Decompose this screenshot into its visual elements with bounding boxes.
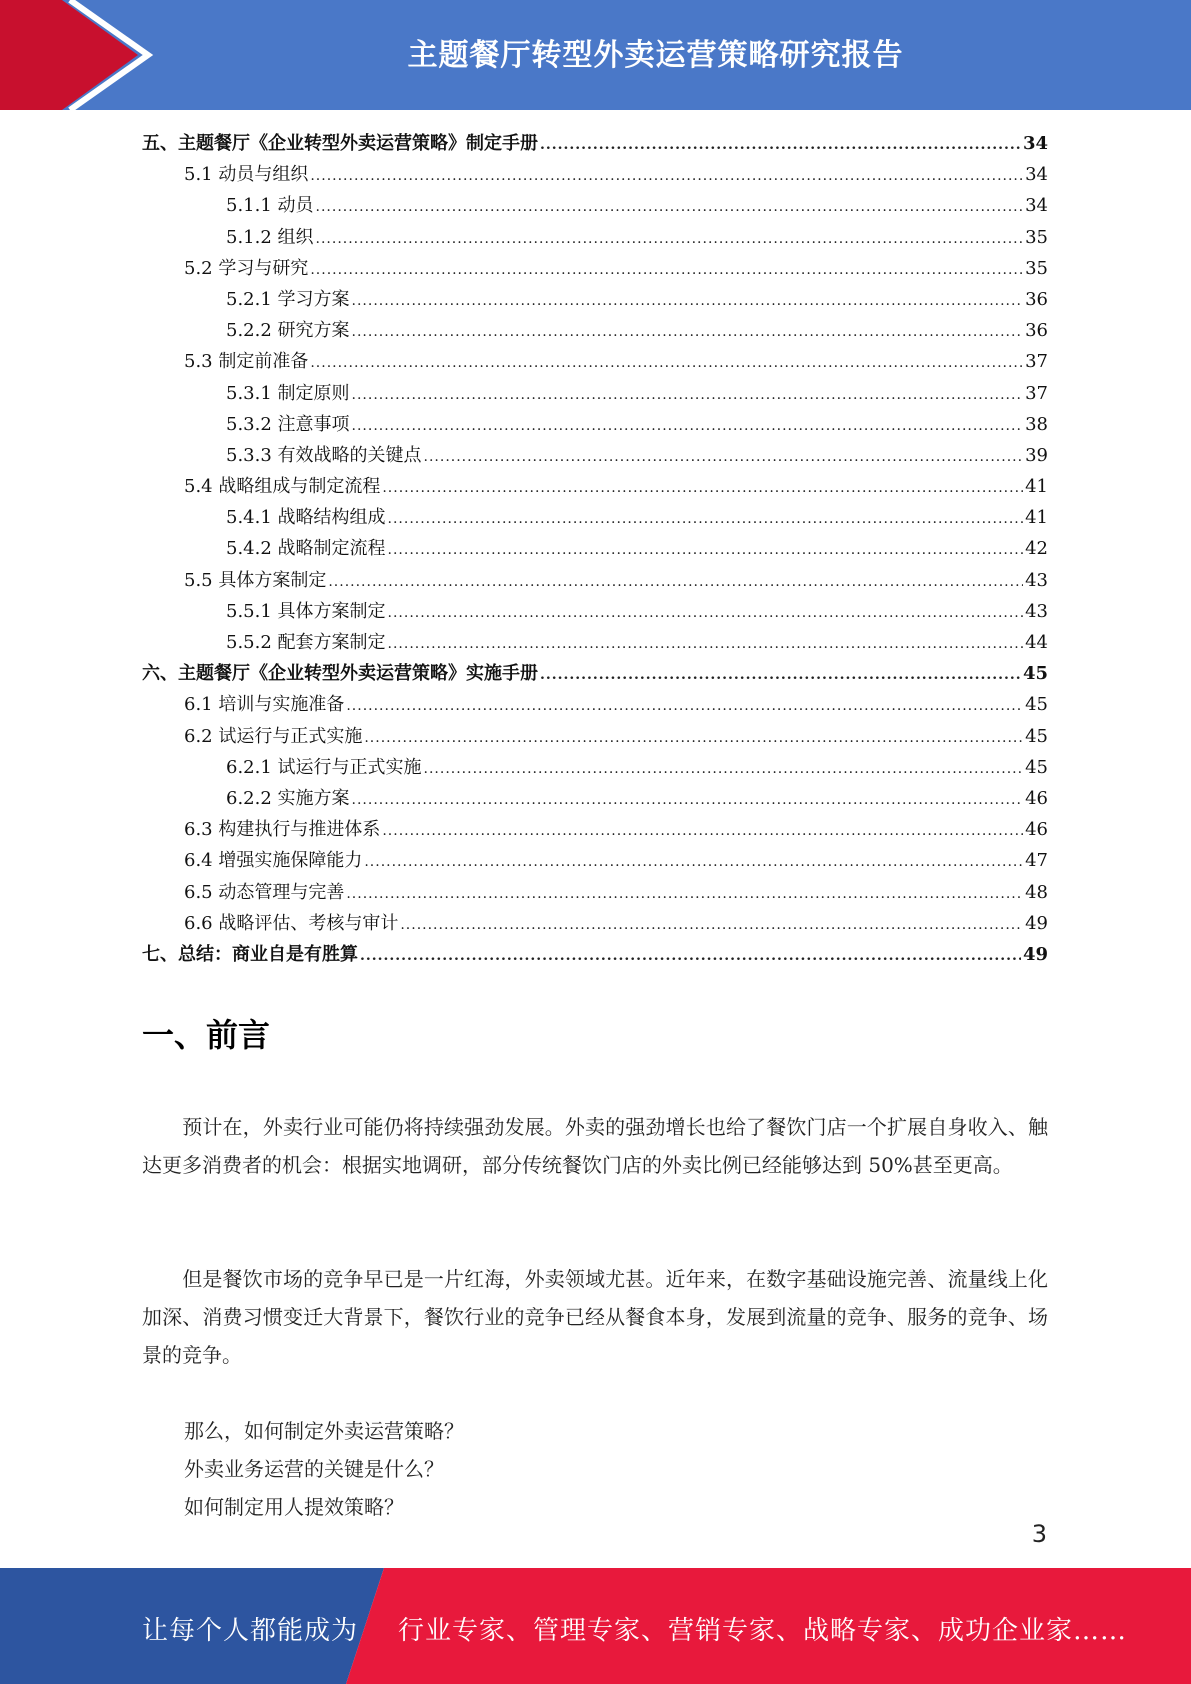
toc-entry-label: 6.6 战略评估、考核与审计 <box>184 912 399 934</box>
toc-entry[interactable] <box>142 533 1048 564</box>
toc-entry-label: 5.5 具体方案制定 <box>184 569 327 591</box>
toc-dot-leader <box>388 504 1024 535</box>
toc-entry-label: 6.2.1 试运行与正式实施 <box>226 756 422 778</box>
toc-dot-leader <box>388 598 1024 629</box>
toc-dot-leader <box>388 535 1024 566</box>
toc-entry-page: 34 <box>1022 133 1048 154</box>
table-of-contents <box>142 128 1048 970</box>
toc-dot-leader <box>352 317 1024 348</box>
toc-dot-leader <box>352 286 1024 317</box>
toc-entry[interactable] <box>142 565 1048 596</box>
toc-entry[interactable] <box>142 128 1048 159</box>
toc-dot-leader <box>382 473 1023 504</box>
toc-dot-leader <box>352 380 1024 411</box>
toc-entry-label: 5.3.3 有效战略的关键点 <box>226 444 422 466</box>
toc-entry[interactable] <box>142 752 1048 783</box>
toc-entry-label: 5.4.1 战略结构组成 <box>226 507 386 529</box>
toc-entry[interactable] <box>142 409 1048 440</box>
toc-dot-leader <box>424 754 1024 785</box>
toc-entry-label: 六、主题餐厅《企业转型外卖运营策略》实施手册 <box>142 663 538 685</box>
toc-entry-label: 5.1 动员与组织 <box>184 164 309 186</box>
toc-entry[interactable] <box>142 159 1048 190</box>
toc-dot-leader <box>364 723 1023 754</box>
toc-entry[interactable] <box>142 253 1048 284</box>
toc-entry-label: 5.2.2 研究方案 <box>226 320 350 342</box>
toc-entry-label: 5.2 学习与研究 <box>184 257 309 279</box>
toc-entry-label: 5.1.1 动员 <box>226 195 314 217</box>
toc-entry[interactable] <box>142 783 1048 814</box>
toc-entry[interactable] <box>142 596 1048 627</box>
toc-entry-label: 5.4 战略组成与制定流程 <box>184 476 381 498</box>
toc-entry-label: 5.3.2 注意事项 <box>226 413 350 435</box>
toc-entry-page: 45 <box>1025 725 1048 747</box>
toc-dot-leader <box>364 847 1023 878</box>
toc-entry-label: 6.2.2 实施方案 <box>226 787 350 809</box>
toc-entry-label: 6.1 培训与实施准备 <box>184 694 345 716</box>
question-1: 那么，如何制定外卖运营策略？ <box>184 1419 464 1443</box>
toc-entry[interactable] <box>142 658 1048 689</box>
toc-dot-leader <box>360 941 1021 972</box>
toc-entry[interactable] <box>142 721 1048 752</box>
toc-entry-label: 5.1.2 组织 <box>226 226 314 248</box>
toc-entry-page: 48 <box>1025 881 1048 903</box>
toc-entry[interactable] <box>142 877 1048 908</box>
toc-entry-page: 36 <box>1025 288 1048 310</box>
toc-entry-label: 5.3.1 制定原则 <box>226 382 350 404</box>
toc-entry-label: 5.2.1 学习方案 <box>226 288 350 310</box>
toc-entry-label: 6.3 构建执行与推进体系 <box>184 819 381 841</box>
toc-entry-label: 5.4.2 战略制定流程 <box>226 538 386 560</box>
paragraph-1: 预计在，外卖行业可能仍将持续强劲发展。外卖的强劲增长也给了餐饮门店一个扩展自身收入、触达更多消费者的机会：根据实地调研，部分传统餐饮门店的外卖比例已经能够达到 50%甚至更高。 <box>142 1115 1048 1177</box>
toc-entry-label: 6.4 增强实施保障能力 <box>184 850 363 872</box>
toc-dot-leader <box>424 442 1024 473</box>
toc-entry[interactable] <box>142 190 1048 221</box>
toc-dot-leader <box>310 161 1023 192</box>
report-title: 主题餐厅转型外卖运营策略研究报告 <box>407 38 904 73</box>
toc-entry-page: 46 <box>1025 787 1048 809</box>
toc-entry-label: 七、总结：商业自是有胜算 <box>142 943 358 965</box>
toc-entry[interactable] <box>142 440 1048 471</box>
toc-entry[interactable] <box>142 502 1048 533</box>
toc-dot-leader <box>388 629 1024 660</box>
toc-entry-label: 五、主题餐厅《企业转型外卖运营策略》制定手册 <box>142 133 538 154</box>
toc-entry-page: 34 <box>1025 164 1048 186</box>
toc-dot-leader <box>316 224 1024 255</box>
toc-entry-page: 36 <box>1025 320 1048 342</box>
toc-dot-leader <box>540 660 1021 691</box>
toc-entry-page: 38 <box>1025 413 1048 435</box>
toc-dot-leader <box>352 785 1024 816</box>
toc-dot-leader <box>540 130 1021 161</box>
toc-entry-label: 5.3 制定前准备 <box>184 351 309 373</box>
toc-entry-page: 45 <box>1022 663 1048 685</box>
toc-entry-page: 34 <box>1025 195 1048 217</box>
toc-entry[interactable] <box>142 315 1048 346</box>
toc-entry-label: 6.5 动态管理与完善 <box>184 881 345 903</box>
toc-dot-leader <box>400 910 1023 941</box>
toc-entry-page: 37 <box>1025 382 1048 404</box>
toc-entry-page: 49 <box>1025 912 1048 934</box>
toc-entry-page: 42 <box>1025 538 1048 560</box>
toc-dot-leader <box>328 567 1023 598</box>
toc-entry-page: 41 <box>1025 476 1048 498</box>
toc-dot-leader <box>346 879 1023 910</box>
toc-dot-leader <box>316 192 1024 223</box>
toc-entry[interactable] <box>142 814 1048 845</box>
toc-entry-page: 37 <box>1025 351 1048 373</box>
toc-dot-leader <box>382 816 1023 847</box>
toc-entry[interactable] <box>142 284 1048 315</box>
toc-entry[interactable] <box>142 689 1048 720</box>
toc-entry[interactable] <box>142 346 1048 377</box>
paragraph-2: 但是餐饮市场的竞争早已是一片红海，外卖领域尤甚。近年来，在数字基础设施完善、流量线上化加深、消费习惯变迁大背景下，餐饮行业的竞争已经从餐食本身，发展到流量的竞争、服务的竞争、场景的竞争。 <box>142 1267 1048 1367</box>
toc-entry[interactable] <box>142 627 1048 658</box>
toc-entry-page: 43 <box>1025 600 1048 622</box>
page-header <box>0 0 1191 110</box>
toc-entry-page: 39 <box>1025 444 1048 466</box>
toc-entry-label: 6.2 试运行与正式实施 <box>184 725 363 747</box>
toc-entry[interactable] <box>142 939 1048 970</box>
toc-entry-page: 35 <box>1025 226 1048 248</box>
toc-entry-page: 44 <box>1025 632 1048 653</box>
footer-slogan-left: 让每个人都能成为 <box>142 1616 359 1646</box>
toc-entry-label: 5.5.2 配套方案制定 <box>226 632 386 653</box>
toc-entry[interactable] <box>142 908 1048 939</box>
toc-entry[interactable] <box>142 471 1048 502</box>
toc-entry-page: 46 <box>1025 819 1048 841</box>
toc-dot-leader <box>352 411 1024 442</box>
toc-dot-leader <box>310 348 1023 379</box>
section-heading: 一、前言 <box>142 1016 271 1054</box>
toc-entry-page: 35 <box>1025 257 1048 279</box>
page-number: 3 <box>1031 1520 1047 1548</box>
toc-entry-page: 49 <box>1022 943 1048 965</box>
toc-entry[interactable] <box>142 222 1048 253</box>
toc-dot-leader <box>310 255 1023 286</box>
toc-entry-page: 45 <box>1025 756 1048 778</box>
question-3: 如何制定用人提效策略？ <box>184 1495 404 1519</box>
page-footer <box>0 1568 1191 1684</box>
toc-entry-page: 47 <box>1025 850 1048 872</box>
toc-entry[interactable] <box>142 845 1048 876</box>
toc-entry-page: 45 <box>1025 694 1048 716</box>
toc-entry-page: 43 <box>1025 569 1048 591</box>
toc-entry-label: 5.5.1 具体方案制定 <box>226 600 386 622</box>
footer-slogan-right: 行业专家、管理专家、营销专家、战略专家、成功企业家…… <box>398 1616 1128 1646</box>
toc-entry-page: 41 <box>1025 507 1048 529</box>
toc-dot-leader <box>346 691 1023 722</box>
question-2: 外卖业务运营的关键是什么？ <box>184 1457 444 1481</box>
toc-entry[interactable] <box>142 378 1048 409</box>
